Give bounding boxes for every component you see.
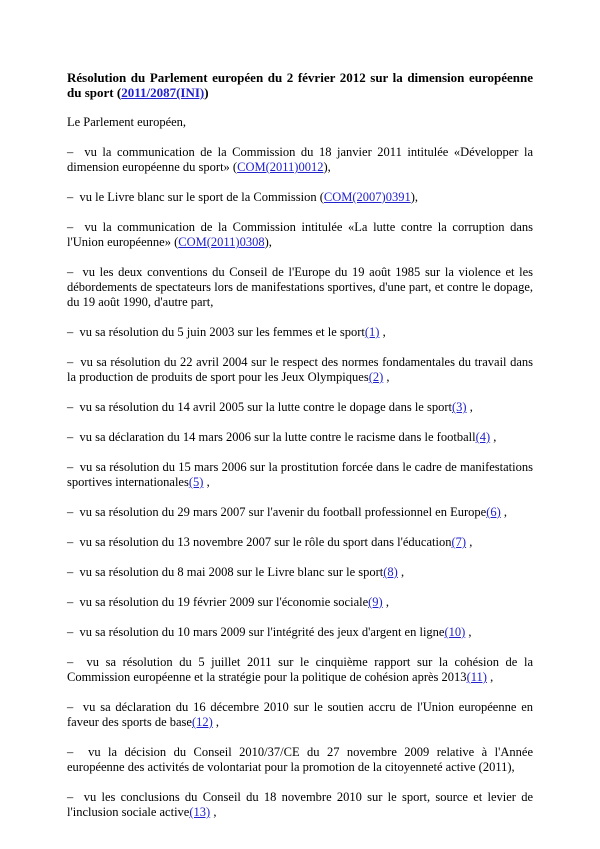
title-suffix: ): [204, 85, 209, 100]
reference-link[interactable]: (5): [188, 475, 204, 489]
resolution-item: – vu les deux conventions du Conseil de l'Europe du 19 août 1985 sur la violence et les débordements de spectateurs lors de manifestations sportives, d'une part, et contre le dopage, du 19 août 1990, d'autre part,: [67, 265, 533, 309]
resolution-item: – vu sa résolution du 10 mars 2009 sur l'intégrité des jeux d'argent en ligne(10) ,: [67, 625, 472, 639]
reference-link[interactable]: COM(2011)0308: [178, 235, 265, 249]
reference-link[interactable]: (2): [368, 370, 384, 384]
paragraph-list: [67, 145, 533, 820]
resolution-item: – vu sa résolution du 14 avril 2005 sur la lutte contre le dopage dans le sport(3) ,: [67, 400, 473, 414]
reference-link[interactable]: (4): [475, 430, 491, 444]
reference-link[interactable]: (13): [189, 805, 211, 819]
resolution-item: – vu sa résolution du 19 février 2009 sur l'économie sociale(9) ,: [67, 595, 389, 609]
reference-link[interactable]: (10): [444, 625, 466, 639]
reference-link[interactable]: (8): [383, 565, 398, 579]
document-title: [67, 70, 533, 100]
resolution-item: – vu les conclusions du Conseil du 18 novembre 2010 sur le sport, source et levier de l'inclusion sociale active(13) ,: [67, 790, 533, 819]
resolution-item: – vu la décision du Conseil 2010/37/CE du 27 novembre 2009 relative à l'Année européenne des activités de volontariat pour la promotion de la citoyenneté active (2011),: [67, 745, 533, 774]
title-text: Résolution du Parlement européen du 2 février 2012 sur la dimension européenne du sport (: [67, 70, 533, 100]
resolution-item: – vu sa résolution du 5 juin 2003 sur les femmes et le sport(1) ,: [67, 325, 386, 339]
resolution-item: – vu le Livre blanc sur le sport de la Commission (COM(2007)0391),: [67, 190, 419, 204]
resolution-item: – vu sa résolution du 5 juillet 2011 sur le cinquième rapport sur la cohésion de la Commission européenne et la stratégie pour la politique de cohésion après 2013(11) ,: [67, 655, 533, 684]
reference-link[interactable]: (6): [486, 505, 501, 519]
reference-link[interactable]: COM(2007)0391: [323, 190, 411, 204]
resolution-item: – vu sa résolution du 22 avril 2004 sur le respect des normes fondamentales du travail dans la production de produits de sport pour les Jeux Olympiques(2) ,: [67, 355, 533, 384]
reference-link[interactable]: (9): [368, 595, 383, 609]
resolution-item: – vu la communication de la Commission intitulée «La lutte contre la corruption dans l'Union européenne» (COM(2011)0308),: [67, 220, 533, 249]
procedure-reference-link[interactable]: 2011/2087(INI): [121, 85, 205, 100]
reference-link[interactable]: (12): [191, 715, 213, 729]
reference-link[interactable]: (3): [452, 400, 467, 414]
resolution-item: – vu sa déclaration du 14 mars 2006 sur la lutte contre le racisme dans le football(4) ,: [67, 430, 497, 444]
resolution-item: – vu sa résolution du 29 mars 2007 sur l'avenir du football professionnel en Europe(6) ,: [67, 505, 508, 519]
intro-line: Le Parlement européen,: [67, 115, 187, 129]
reference-link[interactable]: (1): [364, 325, 380, 339]
resolution-item: – vu sa déclaration du 16 décembre 2010 sur le soutien accru de l'Union européenne en faveur des sports de base(12) ,: [67, 700, 533, 729]
reference-link[interactable]: COM(2011)0012: [237, 160, 324, 174]
resolution-item: – vu sa résolution du 13 novembre 2007 sur le rôle du sport dans l'éducation(7) ,: [67, 535, 473, 549]
resolution-item: – vu sa résolution du 8 mai 2008 sur le Livre blanc sur le sport(8) ,: [67, 565, 405, 579]
resolution-item: – vu la communication de la Commission du 18 janvier 2011 intitulée «Développer la dimension européenne du sport» (COM(2011)0012),: [67, 145, 533, 174]
reference-link[interactable]: (7): [451, 535, 467, 549]
reference-link[interactable]: (11): [466, 670, 487, 684]
resolution-item: – vu sa résolution du 15 mars 2006 sur la prostitution forcée dans le cadre de manifestations sportives internationales(5) ,: [67, 460, 533, 489]
